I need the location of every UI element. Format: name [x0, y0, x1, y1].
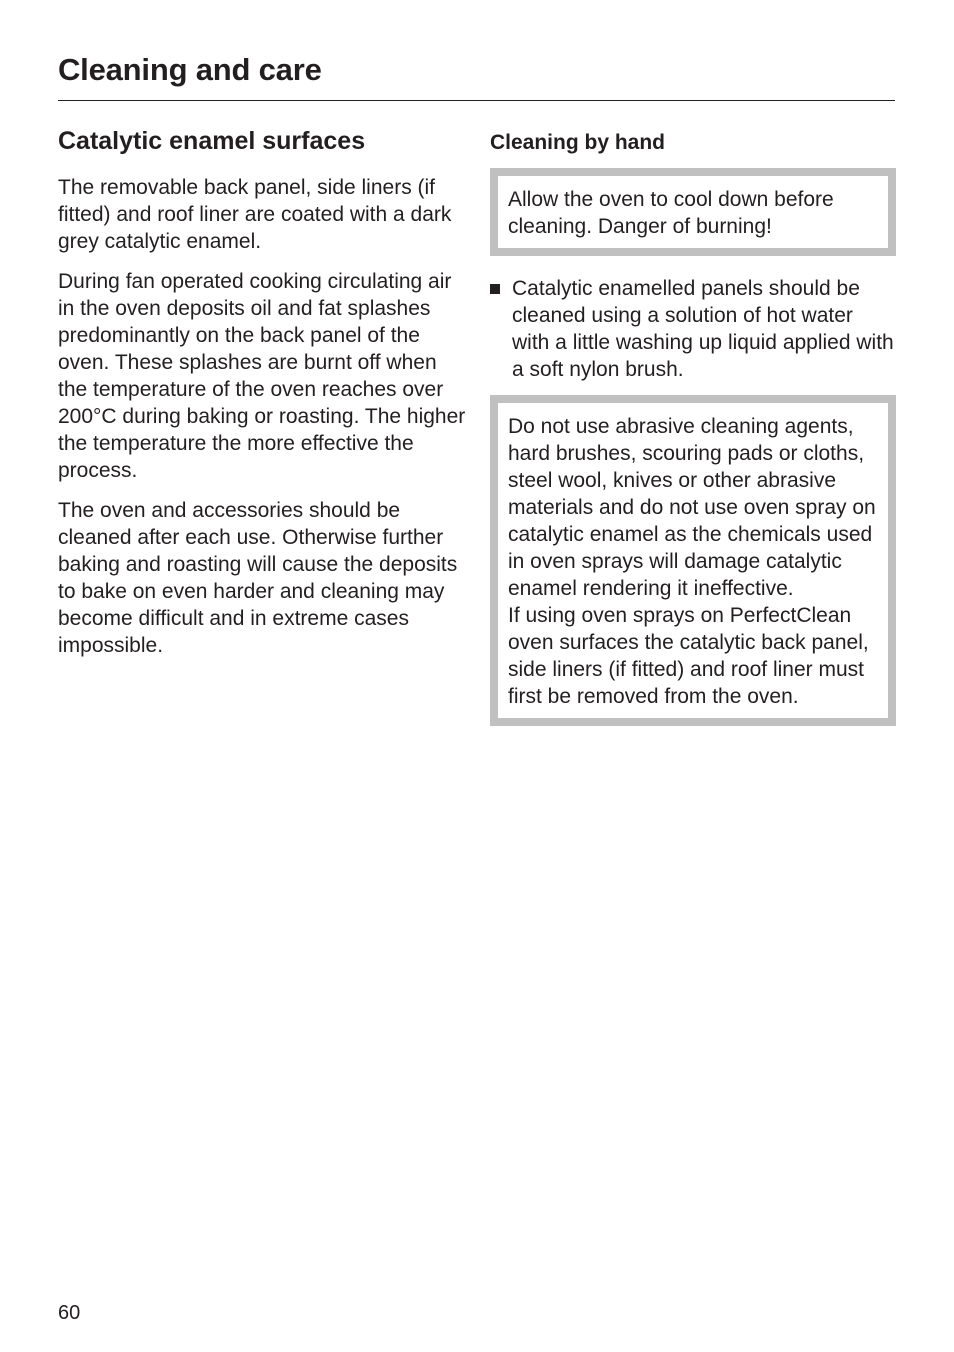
warning-box-abrasives [490, 395, 896, 726]
title-divider [58, 100, 895, 101]
page-number: 60 [58, 1302, 81, 1324]
warning-text-oven-sprays: If using oven sprays on PerfectClean oven surfaces the catalytic back panel, side liners (if fitted) and roof liner must first be removed from the oven. [508, 604, 869, 708]
warning-text-abrasives: Do not use abrasive cleaning agents, hard brushes, scouring pads or cloths, steel wool, knives or other abrasive materials and do not use oven spray on catalytic enamel as the chemicals used in oven sprays will damage catalytic enamel rendering it ineffective. [508, 415, 876, 600]
section-heading: Catalytic enamel surfaces [58, 127, 366, 155]
bullet-text: Catalytic enamelled panels should be cleaned using a solution of hot water with a little washing up liquid applied with a soft nylon brush. [512, 277, 894, 381]
paragraph-coating: The removable back panel, side liners (if fitted) and roof liner are coated with a dark grey catalytic enamel. [58, 176, 452, 253]
warning-box-cool-down [490, 168, 896, 256]
warning-text: Allow the oven to cool down before cleaning. Danger of burning! [508, 188, 834, 238]
sub-heading: Cleaning by hand [490, 131, 666, 154]
page-title: Cleaning and care [58, 52, 322, 87]
catalytic-section [58, 124, 470, 672]
paragraph-cleaning-after-use: The oven and accessories should be cleaned after each use. Otherwise further baking and roasting will cause the deposits to bake on even harder and cleaning may become difficult and in extreme cases impossible. [58, 499, 458, 657]
paragraph-fan-cooking: During fan operated cooking circulating air in the oven deposits oil and fat splashes predominantly on the back panel of the oven. These splashes are burnt off when the temperature of the oven reaches over 200°C during baking or roasting. The higher the temperature the more effective the process. [58, 270, 466, 482]
cleaning-by-hand-section [490, 128, 896, 726]
square-bullet-icon [490, 284, 500, 294]
list-item [490, 275, 896, 383]
